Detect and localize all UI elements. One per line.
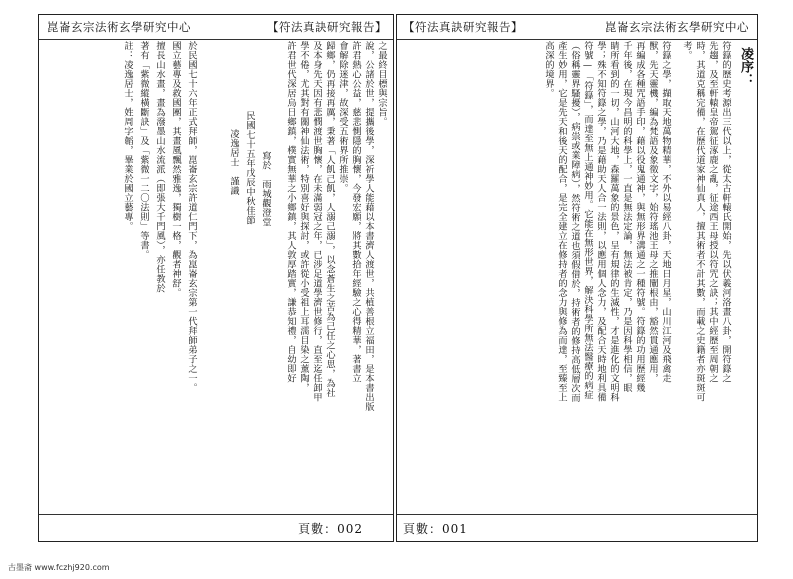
text-column: 睛所看到的一切，山河大地，森羅萬象的景色，呈有規律的生滅性，才是進化的文明科 xyxy=(608,41,619,402)
header-center-name: 崑崙玄宗法術玄學研究中心 xyxy=(47,20,191,34)
text-column: （俗稱靈界騷擾），病祟或業障病），然符術之道也須假借於，持術者的修持高低層次而 xyxy=(569,41,580,403)
text-column: 學；殊不知符籙之學，乃是藉助天人合一法則，以應用個人念力，及配合天時地利具備 xyxy=(595,41,606,402)
text-column: 歸鄉，仍再接再厲，秉著「人飢己飢，人溺己溺」，以念蒼生之苦為己任之心思，為社 xyxy=(324,41,335,398)
text-column: 許君熱心公益，慈悲惻隱的胸懷，今發宏願，將其數拾年經驗之心得精華，著書立 xyxy=(350,41,361,383)
preface-title: 凌序： xyxy=(738,47,753,87)
text-column: 說，公諸於世，提攜後學，深祈學人能藉以本書濟人渡世，共植善根立福田，是本書出版 xyxy=(363,41,374,412)
text-column: 許君世代深居烏日鄉鎮，樸實無華之小鄉鎮，其人敦厚踏實，謙恭知禮，自幼即好 xyxy=(285,41,296,383)
footer-divider xyxy=(39,514,393,515)
signature-author: 凌逸居士 謹識 xyxy=(228,129,239,196)
text-column: 再編成各種咒語手印，藉以役鬼通神，與無形界溝通之一種符號。符籙的功用歷經幾 xyxy=(634,41,645,393)
text-column: 高深的境界。 xyxy=(543,41,554,98)
signature-location: 寫於 雨城觀澄堂 xyxy=(260,151,271,227)
note-column: 著有「紫微縱橫斷訣」及「紫微一二〇法則」等書。 xyxy=(138,41,149,260)
header-report-title: 【符法真訣研究報告】 xyxy=(403,20,523,34)
page-body xyxy=(397,41,757,511)
text-column: 及本身先天因有悲憫渡世胸懷，在未滿弱冠之年，已涉足道學濟世修行，直至迄任卸甲 xyxy=(311,41,322,402)
text-column: 先趨，及至軒轅皇帝駕征涿鹿之亂，征途西王母授以符咒之訣；其中經歷至周朝之 xyxy=(707,41,718,383)
note-column: 於民國七十六年正式拜師，崑崙玄宗許道仁門下，為崑崙玄宗第一代拜師弟子之一。 xyxy=(186,41,197,393)
header-divider xyxy=(39,39,393,40)
text-column: 產生妙用，它是先天和後天的配合，是完全建立在修持者的念力與修為而達，至臻至上 xyxy=(556,41,567,402)
header-divider xyxy=(397,39,757,40)
text-column: 千年後，在現今昌明的科學上，一直是無法定論，無法被肯定，乃是因科學相信，眼 xyxy=(621,41,632,393)
text-column: 符籙之學，擷取天地萬物精華，不外以易經八卦，天地日月星，山川江河及飛禽走 xyxy=(660,41,671,383)
text-column: 獸，先天靈機，編為梵語及象徵文字，始符瑤池王母之推闡根由，豁然貫通應用， xyxy=(647,41,658,383)
footer-divider xyxy=(397,514,757,515)
text-column: 會解除迷津，故深受五術界所推崇。 xyxy=(337,41,348,193)
text-column: 符籙的歷史考源出三代以上，從太古軒轅氏開始，先以伏羲河洛畫八卦，開符籙之 xyxy=(720,41,731,383)
note-column: 註：凌逸居士，姓周字韜，畢業於國立藝專。 xyxy=(122,41,133,231)
page-body xyxy=(39,41,393,511)
page-number: 頁數：001 xyxy=(403,522,468,536)
text-column: 時，其道克稱完備，在歷代道家神仙真人，擅其術者不計其數，而載之史籍者亦斑斑可 xyxy=(694,41,705,402)
text-column: 學不倦，尤其對有關神仙法術，特別喜好與探討，或許從小受祖上耳濡目染之薰陶， xyxy=(298,41,309,393)
signature-date: 民國七十五年戊辰中秋佳節 xyxy=(244,111,255,225)
site-watermark: 古墨斋 www.fczhj920.com xyxy=(8,563,110,572)
text-column: 之最終目標與宗旨。 xyxy=(376,41,387,127)
text-column: 符號—「符籙」，而達至無上通神妙用。它能在無形世界，解決科學所無法醫療的病症 xyxy=(582,41,593,400)
page-number: 頁數：002 xyxy=(298,522,363,536)
text-column: 考。 xyxy=(681,41,692,60)
page-001 xyxy=(396,14,758,542)
note-column: 擅長山水畫，畫為潑墨山水流派（即張大千門風），亦任教於 xyxy=(154,41,165,293)
page-002 xyxy=(38,14,394,542)
note-column: 國立藝專及救國團，其畫風飄然雅逸，獨樹一格，觀者神舒。 xyxy=(170,41,181,298)
header-center-name: 崑崙玄宗法術玄學研究中心 xyxy=(605,20,749,34)
header-report-title: 【符法真訣研究報告】 xyxy=(267,20,387,34)
